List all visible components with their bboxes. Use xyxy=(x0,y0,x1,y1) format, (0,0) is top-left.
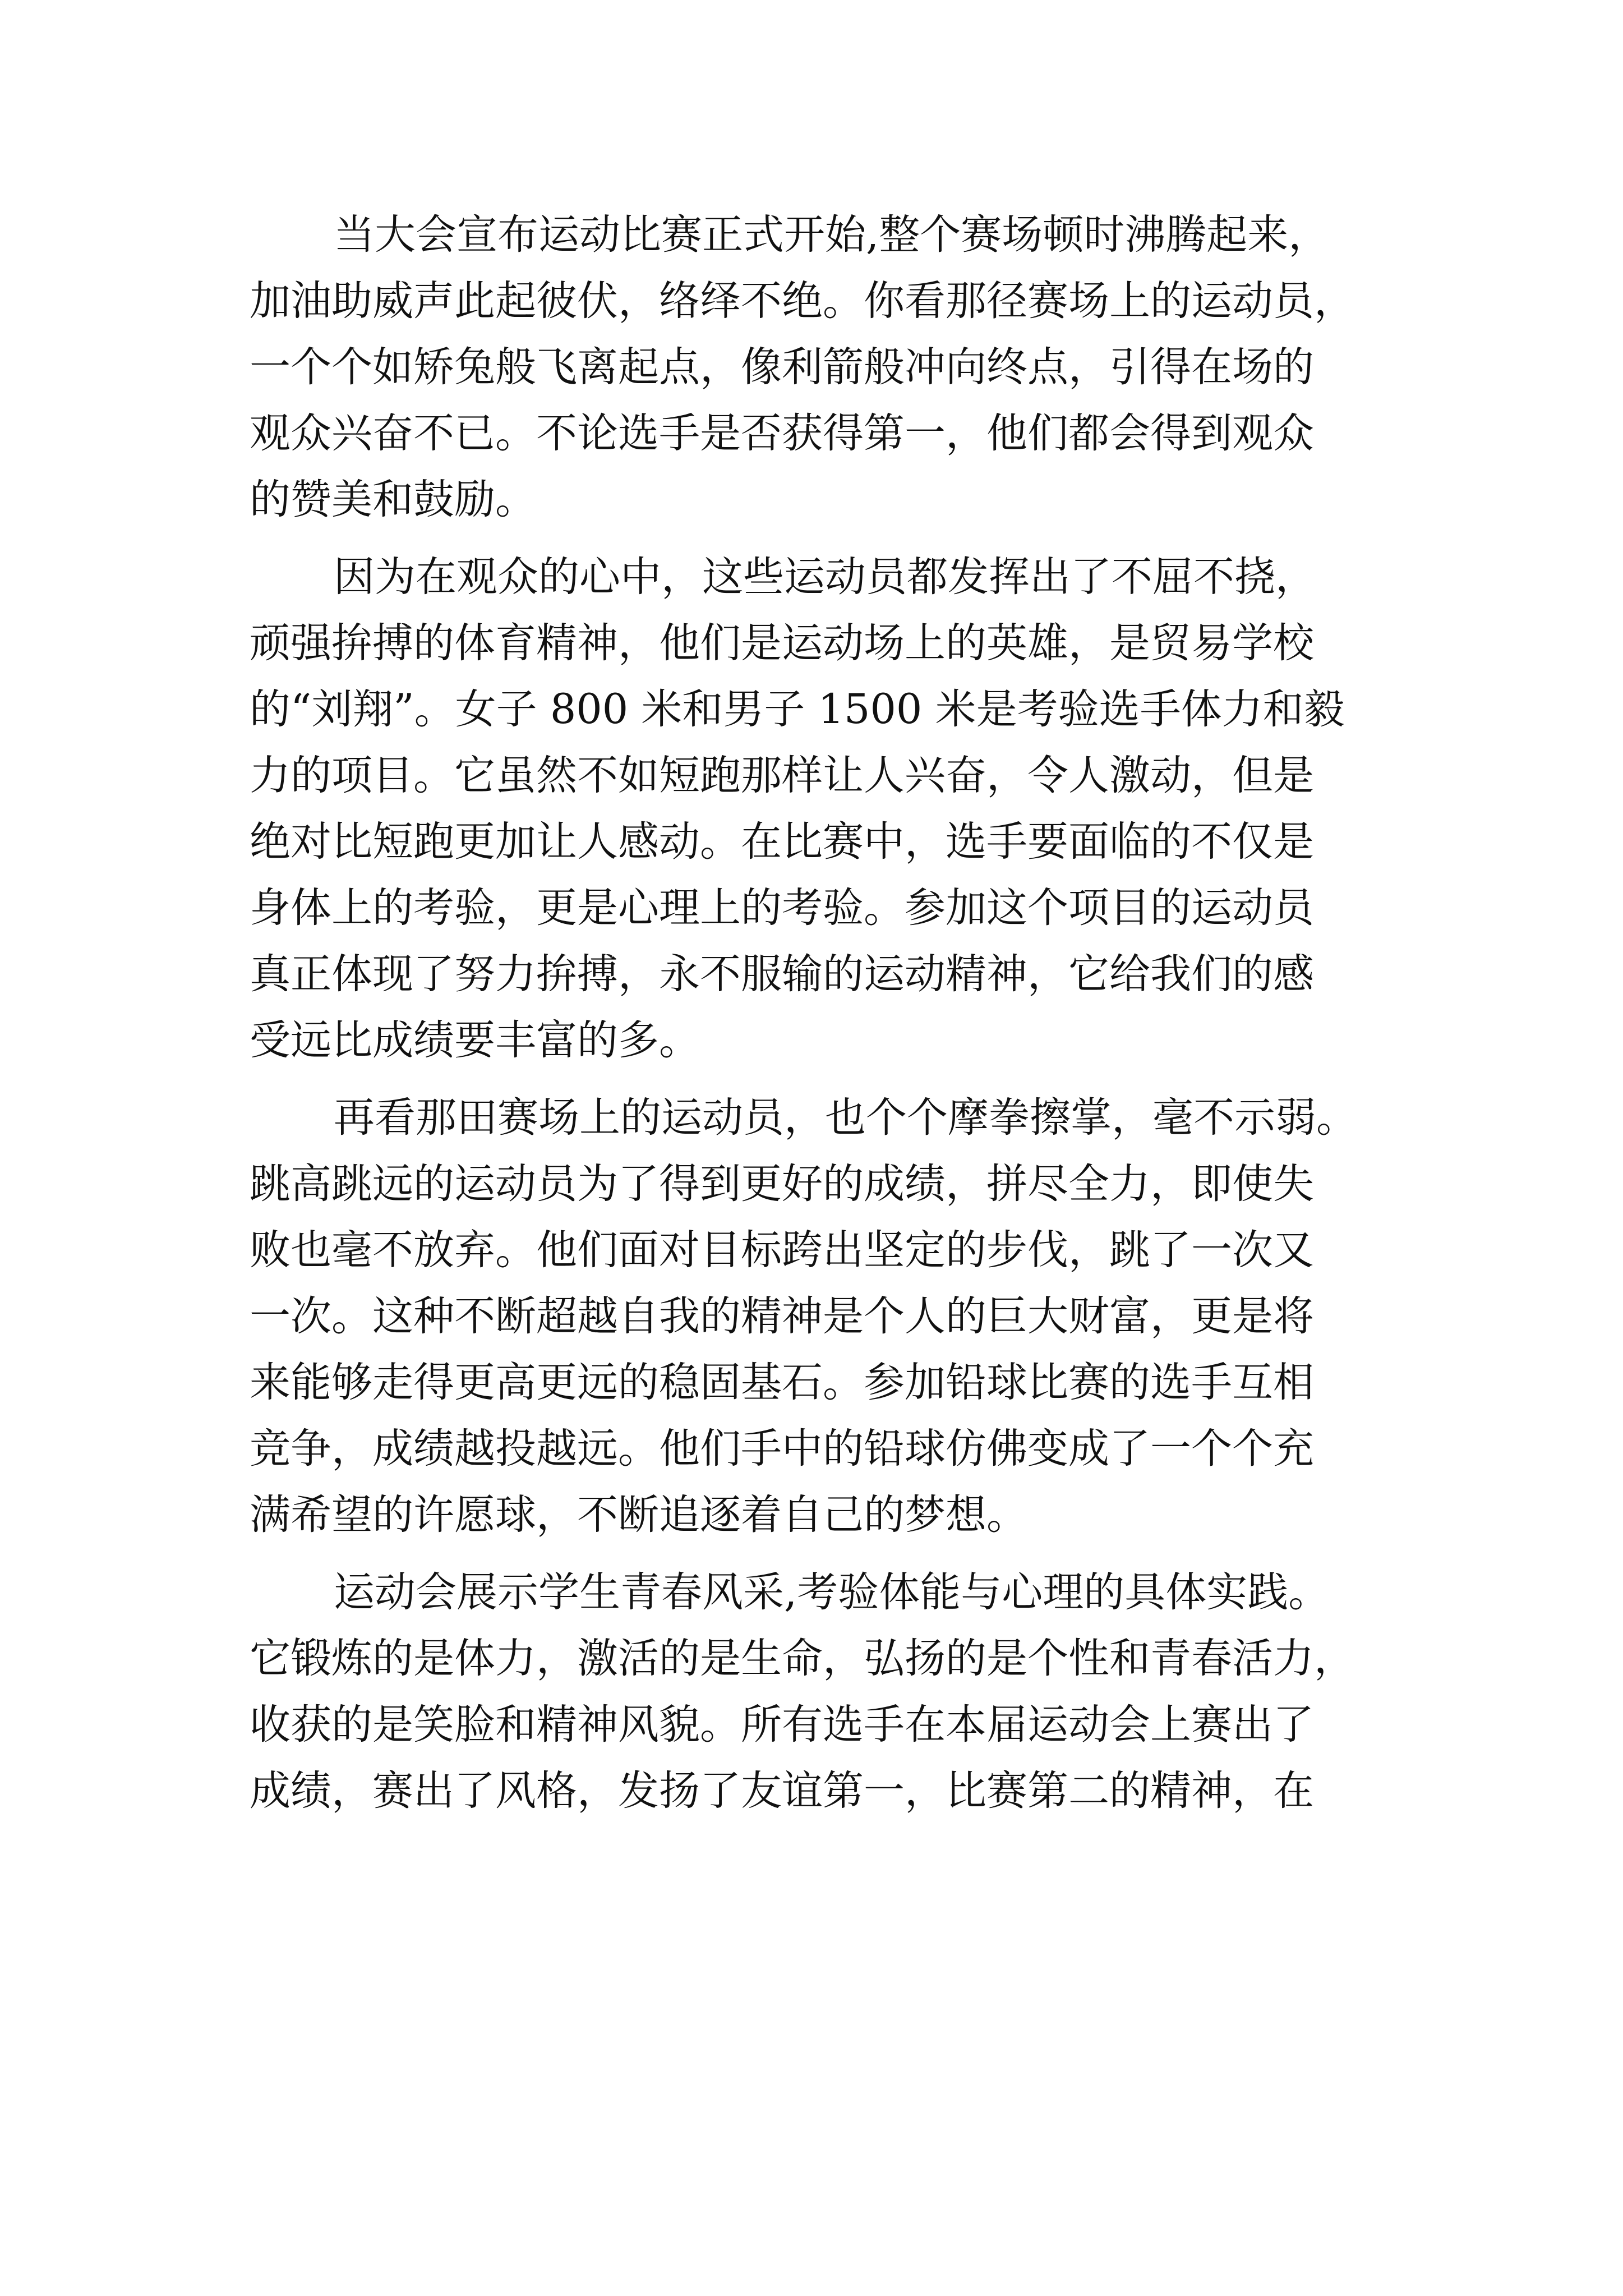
paragraph-2 xyxy=(250,544,1438,1074)
document-body xyxy=(250,202,1438,1824)
text-line: 满希望的许愿球，不断追逐着自己的梦想。 xyxy=(250,1491,1027,1539)
text-line: 当大会宣布运动比赛正式开始,整个赛场顿时沸腾起来， xyxy=(334,211,1330,259)
text-line: 成绩，赛出了风格，发扬了友谊第一，比赛第二的精神，在 xyxy=(250,1767,1314,1815)
paragraph-4 xyxy=(250,1559,1438,1824)
text-line: 收获的是笑脸和精神风貌。所有选手在本届运动会上赛出了 xyxy=(250,1701,1314,1749)
text-line: 的赞美和鼓励。 xyxy=(250,476,536,523)
paragraph-1 xyxy=(250,202,1438,533)
text-line: 它锻炼的是体力，激活的是生命，弘扬的是个性和青春活力， xyxy=(250,1635,1355,1682)
paragraph-3 xyxy=(250,1085,1438,1548)
text-line: 跳高跳远的运动员为了得到更好的成绩，拼尽全力，即使失 xyxy=(250,1160,1314,1208)
text-line: 败也毫不放弃。他们面对目标跨出坚定的步伐，跳了一次又 xyxy=(250,1226,1314,1274)
text-line: 运动会展示学生青春风采,考验体能与心理的具体实践。 xyxy=(334,1568,1330,1616)
text-line: 一个个如矫兔般飞离起点，像利箭般冲向终点，引得在场的 xyxy=(250,343,1314,391)
text-line: 再看那田赛场上的运动员，也个个摩拳擦掌，毫不示弱。 xyxy=(334,1094,1357,1142)
text-line: 竞争，成绩越投越远。他们手中的铅球仿佛变成了一个个充 xyxy=(250,1425,1314,1473)
text-line: 身体上的考验，更是心理上的考验。参加这个项目的运动员 xyxy=(250,884,1314,932)
text-line: 的“刘翔”。女子 800 米和男子 1500 米是考验选手体力和毅 xyxy=(250,685,1345,733)
text-line: 一次。这种不断超越自我的精神是个人的巨大财富，更是将 xyxy=(250,1292,1314,1340)
text-line: 绝对比短跑更加让人感动。在比赛中，选手要面临的不仅是 xyxy=(250,818,1314,866)
text-line: 来能够走得更高更远的稳固基石。参加铅球比赛的选手互相 xyxy=(250,1359,1314,1406)
text-line: 加油助威声此起彼伏，络绎不绝。你看那径赛场上的运动员， xyxy=(250,277,1355,325)
text-line: 真正体现了努力拚搏，永不服输的运动精神，它给我们的感 xyxy=(250,950,1314,998)
text-line: 力的项目。它虽然不如短跑那样让人兴奋，令人激动，但是 xyxy=(250,752,1314,799)
text-line: 观众兴奋不已。不论选手是否获得第一，他们都会得到观众 xyxy=(250,409,1314,457)
text-line: 受远比成绩要丰富的多。 xyxy=(250,1016,700,1064)
text-line: 因为在观众的心中，这些运动员都发挥出了不屈不挠， xyxy=(334,553,1316,601)
text-line: 顽强拚搏的体育精神，他们是运动场上的英雄，是贸易学校 xyxy=(250,619,1314,667)
